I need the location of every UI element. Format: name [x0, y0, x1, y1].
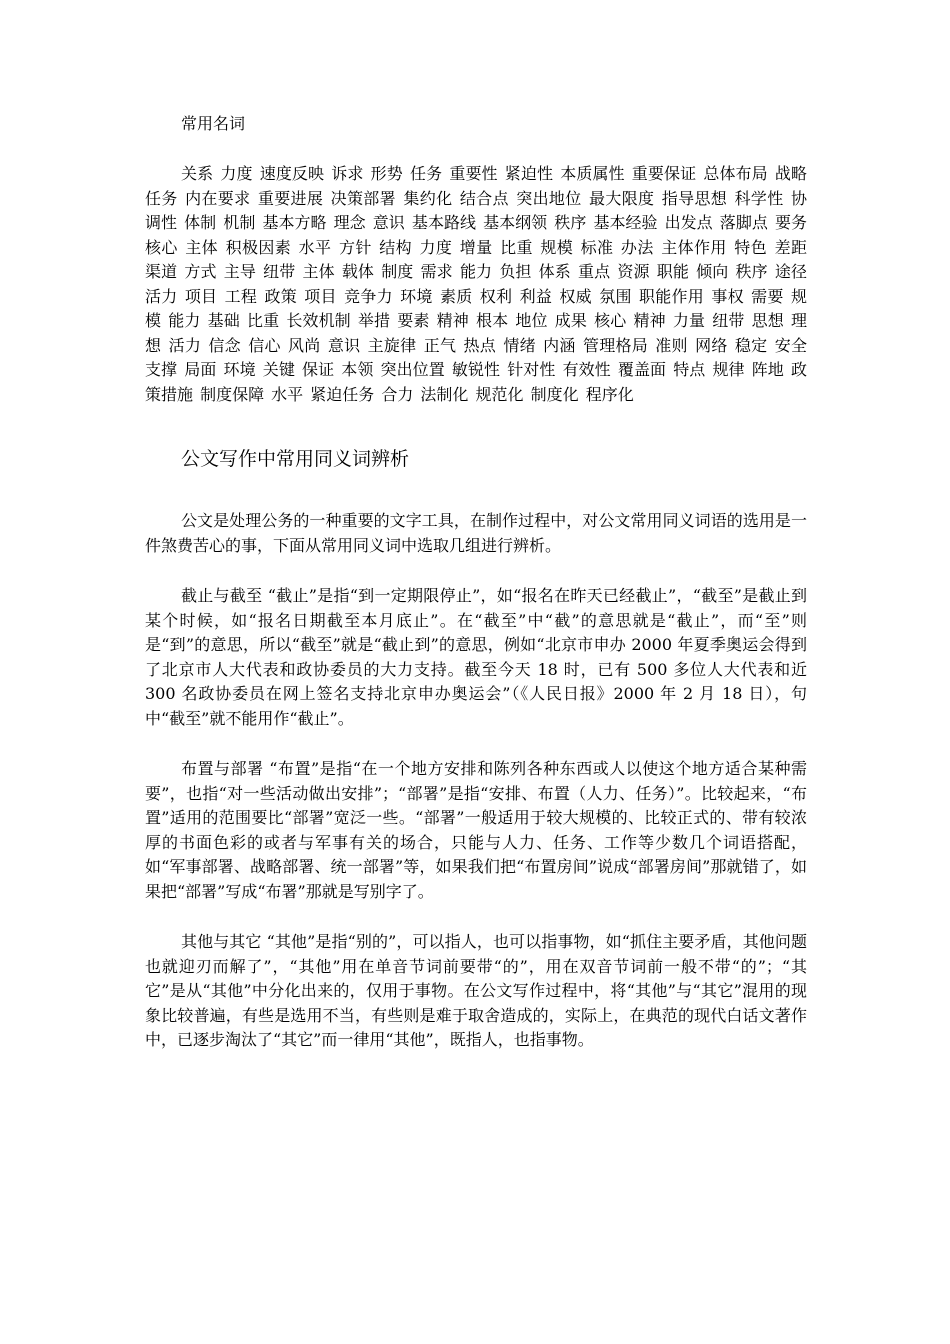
paragraph-qita-qita: 其他与其它 “其他”是指“别的”，可以指人，也可以指事物，如“抓住主要矛盾，其他问题也就迎刃而解了”，“其他”用在单音节词前要带“的”，用在双音节词前一般不带“的”；“其它”是从“其他”中分化出来的，仅用于事物。在公文写作过程中，将“其他”与“其它”混用的现象比较普遍，有些是选用不当，有些则是难于取舍造成的，实际上，在典范的现代白话文著作中，已逐步淘汰了“其它”而一律用“其他”，既指人，也指事物。	[145, 932, 807, 1049]
document-page	[145, 112, 807, 1053]
intro-paragraph: 公文是处理公务的一种重要的文字工具，在制作过程中，对公文常用同义词语的选用是一件煞费苦心的事，下面从常用同义词中选取几组进行辨析。	[145, 511, 807, 555]
common-nouns-heading: 常用名词	[181, 114, 246, 133]
paragraph-jiezhi-jiezhi: 截止与截至 “截止”是指“到一定期限停止”，如“报名在昨天已经截止”，“截至”是截止到某个时候，如“报名日期截至本月底止”。在“截至”中“截”的意思就是“截止”，而“至”则是“到”的意思，所以“截至”就是“截止到”的意思，例如“北京市申办 2000 年夏季奥运会得到了北京市人大代表和政协委员的大力支持。截至今天 18 时，已有 500 多位人大代表和近 300 名政协委员在网上签名支持北京申办奥运会”（《人民日报》2000 年 2 月 18 日），句中“截至”就不能用作“截止”。	[145, 586, 807, 728]
common-nouns-list: 关系 力度 速度反映 诉求 形势 任务 重要性 紧迫性 本质属性 重要保证 总体布局 战略任务 内在要求 重要进展 决策部署 集约化 结合点 突出地位 最大限度 指导思想 科学性 协调性 体制 机制 基本方略 理念 意识 基本路线 基本纲领 秩序 基本经验 出发点 落脚点 要务 核心 主体 积极因素 水平 方针 结构 力度 增量 比重 规模 标准 办法 主体作用 特色 差距 渠道 方式 主导 纽带 主体 载体 制度 需求 能力 负担 体系 重点 资源 职能 倾向 秩序 途径 活力 项目 工程 政策 项目 竞争力 环境 素质 权利 利益 权威 氛围 职能作用 事权 需要 规模 能力 基础 比重 长效机制 举措 要素 精神 根本 地位 成果 核心 精神 力量 纽带 思想 理想 活力 信念 信心 风尚 意识 主旋律 正气 热点 情绪 内涵 管理格局 准则 网络 稳定 安全 支撑 局面 环境 关键 保证 本领 突出位置 敏锐性 针对性 有效性 覆盖面 特点 规律 阵地 政策措施 制度保障 水平 紧迫任务 合力 法制化 规范化 制度化 程序化	[145, 164, 807, 404]
paragraph-buzhi-bushu: 布置与部署 “布置”是指“在一个地方安排和陈列各种东西或人以使这个地方适合某种需要”，也指“对一些活动做出安排”；“部署”是指“安排、布置（人力、任务）”。比较起来，“布置”适用的范围要比“部署”宽泛一些。“部署”一般适用于较大规模的、比较正式的、带有较浓厚的书面色彩的或者与军事有关的场合，只能与人力、任务、工作等少数几个词语搭配，如“军事部署、战略部署、统一部署”等，如果我们把“布置房间”说成“部署房间”那就错了，如果把“部署”写成“布署”那就是写别字了。	[145, 759, 807, 901]
section-title: 公文写作中常用同义词辨析	[181, 448, 410, 470]
